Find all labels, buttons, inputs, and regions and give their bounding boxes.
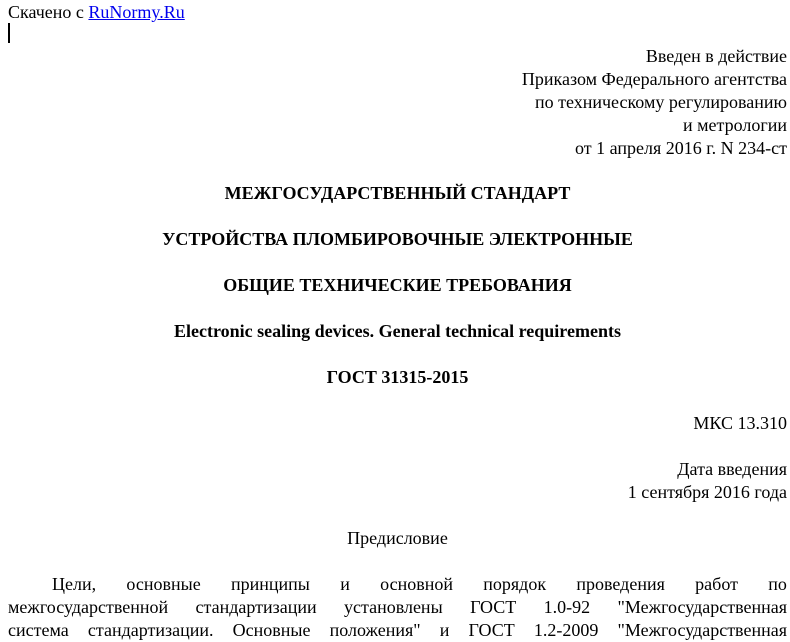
approval-line: от 1 апреля 2016 г. N 234-ст bbox=[575, 138, 787, 158]
approval-line: и метрологии bbox=[683, 115, 787, 135]
paragraph-word: стандартизации. bbox=[87, 620, 214, 640]
paragraph-line bbox=[8, 596, 787, 619]
paragraph-word: по bbox=[768, 574, 787, 594]
standard-type-title: МЕЖГОСУДАРСТВЕННЫЙ СТАНДАРТ bbox=[224, 183, 571, 203]
paragraph-word: стандартизации bbox=[195, 597, 317, 617]
paragraph-word: межгосударственной bbox=[8, 597, 169, 617]
paragraph-word: Основные bbox=[232, 620, 311, 640]
paragraph-line bbox=[8, 573, 787, 596]
paragraph-word: положения" bbox=[329, 620, 421, 640]
approval-line: Введен в действие bbox=[645, 46, 787, 66]
standard-title-ru: УСТРОЙСТВА ПЛОМБИРОВОЧНЫЕ ЭЛЕКТРОННЫЕ bbox=[162, 229, 633, 249]
standard-subtitle-ru: ОБЩИЕ ТЕХНИЧЕСКИЕ ТРЕБОВАНИЯ bbox=[223, 275, 572, 295]
paragraph-word: "Межгосударственная bbox=[617, 620, 787, 640]
paragraph-word: система bbox=[8, 620, 69, 640]
download-source-line bbox=[8, 1, 185, 24]
paragraph-word: ГОСТ bbox=[468, 620, 515, 640]
paragraph-word: 1.2-2009 bbox=[533, 620, 599, 640]
paragraph-word: основной bbox=[380, 574, 453, 594]
approval-line: по техническому регулированию bbox=[534, 92, 787, 112]
foreword-heading: Предисловие bbox=[347, 528, 448, 548]
intro-date-label: Дата введения bbox=[677, 459, 787, 479]
approval-line: Приказом Федерального агентства bbox=[521, 69, 787, 89]
approval-block bbox=[287, 45, 787, 160]
paragraph-word: принципы bbox=[231, 574, 310, 594]
paragraph-word: 1.0-92 bbox=[543, 597, 591, 617]
download-prefix: Скачено с bbox=[8, 2, 89, 22]
standard-title-en: Electronic sealing devices. General technical requirements bbox=[174, 321, 621, 341]
paragraph-word: и bbox=[439, 620, 450, 640]
paragraph-word: ГОСТ bbox=[470, 597, 517, 617]
mks-code: МКС 13.310 bbox=[693, 413, 787, 433]
paragraph-word: порядок bbox=[483, 574, 547, 594]
standard-code: ГОСТ 31315-2015 bbox=[326, 367, 469, 387]
intro-date: 1 сентября 2016 года bbox=[627, 482, 787, 502]
runormy-link[interactable]: RuNormy.Ru bbox=[88, 2, 185, 22]
foreword-paragraph bbox=[8, 573, 787, 642]
text-cursor bbox=[8, 23, 10, 43]
paragraph-word: Цели, bbox=[52, 574, 97, 594]
paragraph-word: и bbox=[340, 574, 350, 594]
paragraph-word: установлены bbox=[344, 597, 443, 617]
paragraph-word: основные bbox=[126, 574, 201, 594]
paragraph-line bbox=[8, 619, 787, 642]
paragraph-word: проведения bbox=[576, 574, 665, 594]
paragraph-word: "Межгосударственная bbox=[617, 597, 787, 617]
paragraph-word: работ bbox=[695, 574, 738, 594]
